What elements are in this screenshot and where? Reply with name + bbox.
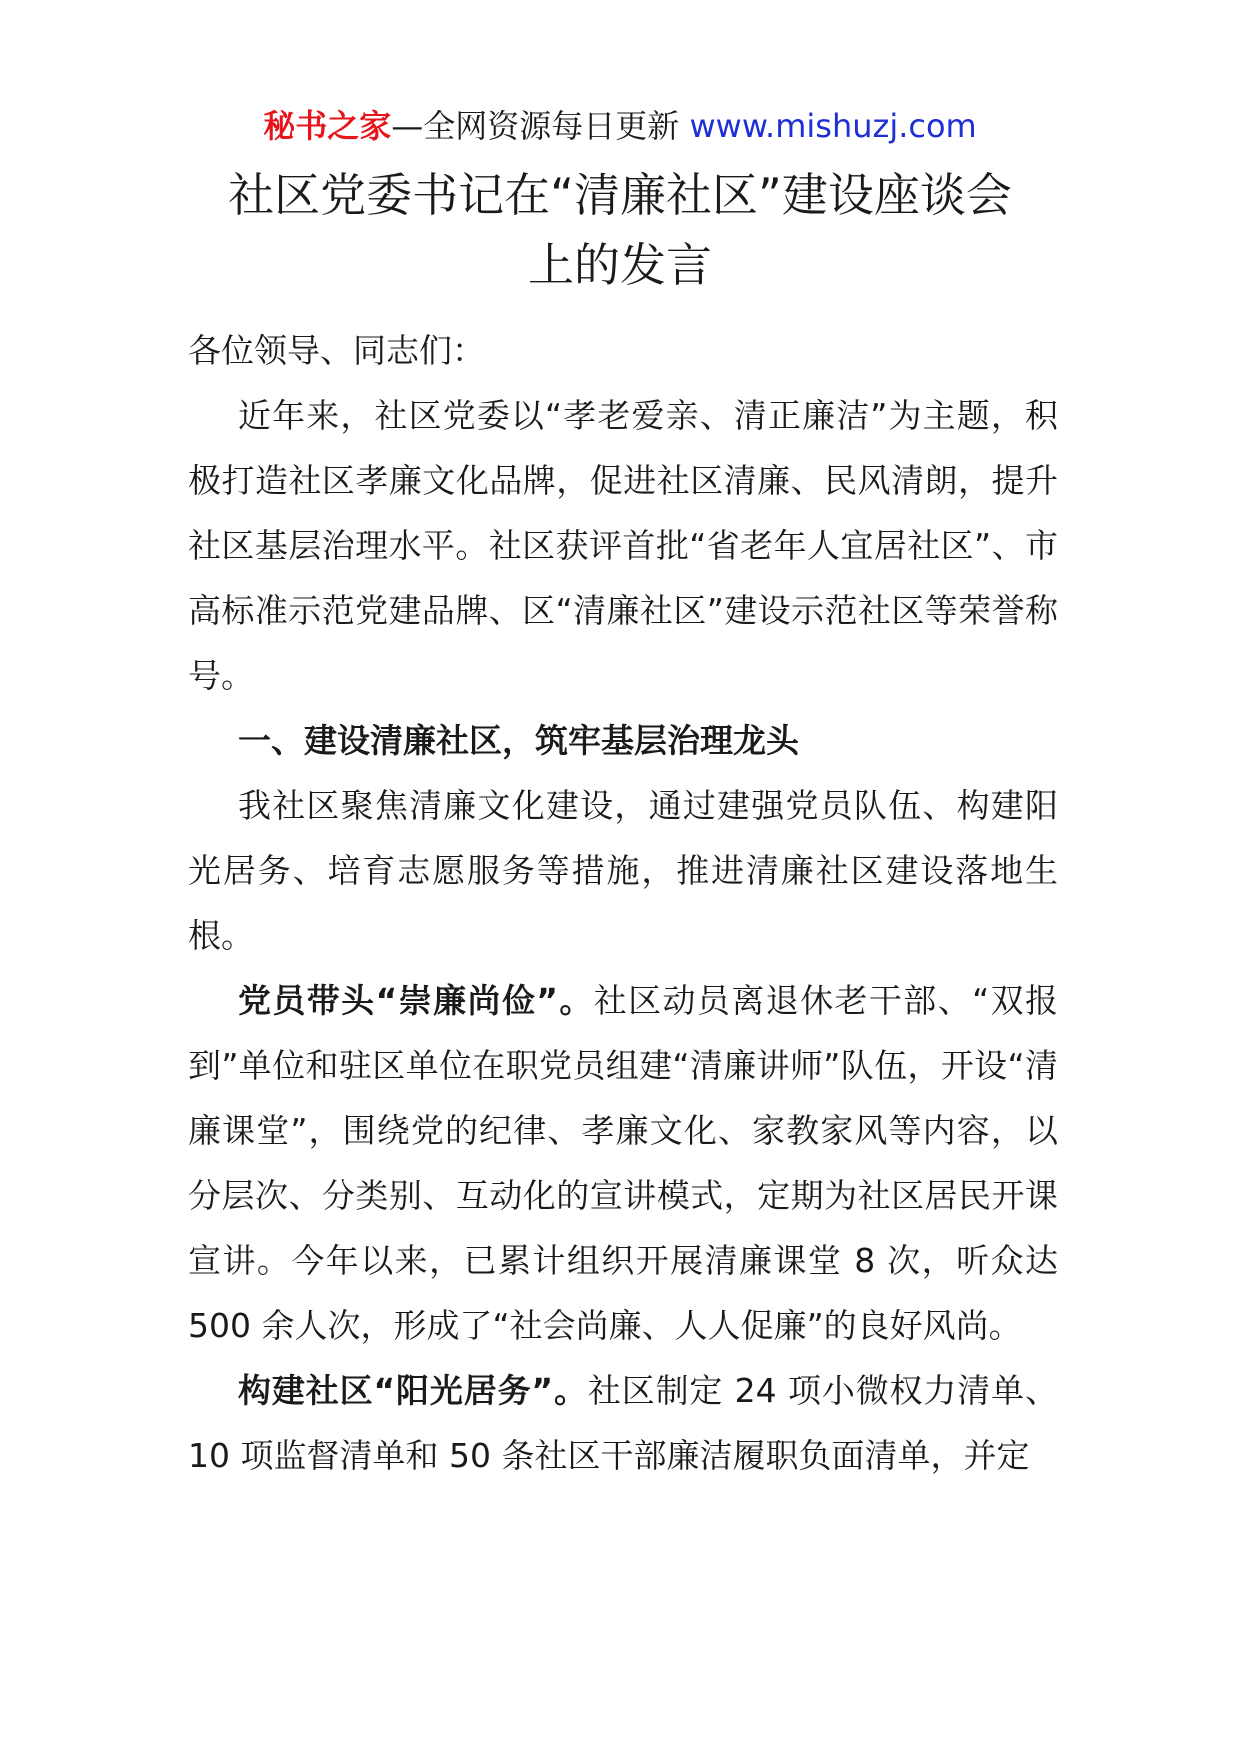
section-intro-paragraph: 我社区聚焦清廉文化建设，通过建强党员队伍、构建阳光居务、培育志愿服务等措施，推进清廉社区建设落地生根。 xyxy=(188,786,1058,955)
point-lead: 党员带头“崇廉尚俭”。 xyxy=(238,981,594,1020)
site-url-link[interactable]: www.mishuzj.com xyxy=(689,107,977,145)
document-body xyxy=(188,318,1058,1488)
site-header xyxy=(0,98,1240,154)
brand-name: 秘书之家 xyxy=(263,107,392,145)
greeting: 各位领导、同志们： xyxy=(188,331,485,370)
point-lead: 构建社区“阳光居务”。 xyxy=(238,1371,588,1410)
title-line-1: 社区党委书记在“清廉社区”建设座谈会 xyxy=(228,168,1012,222)
document-title xyxy=(150,160,1090,300)
point-text: 社区动员离退休老干部、“双报到”单位和驻区单位在职党员组建“清廉讲师”队伍，开设“清廉课堂”，围绕党的纪律、孝廉文化、家教家风等内容，以分层次、分类别、互动化的宣讲模式，定期为社区居民开课宣讲。今年以来，已累计组织开展清廉课堂 8 次，听众达 500 余人次，形成了“社会尚廉、人人促廉”的良好风尚。 xyxy=(188,981,1058,1345)
intro-paragraph: 近年来，社区党委以“孝老爱亲、清正廉洁”为主题，积极打造社区孝廉文化品牌，促进社区清廉、民风清朗，提升社区基层治理水平。社区获评首批“省老年人宜居社区”、市高标准示范党建品牌、区“清廉社区”建设示范社区等荣誉称号。 xyxy=(188,396,1058,695)
section-heading: 一、建设清廉社区，筑牢基层治理龙头 xyxy=(238,721,799,760)
header-tagline: —全网资源每日更新 xyxy=(391,107,690,145)
point-paragraph xyxy=(188,968,1058,1358)
title-line-2: 上的发言 xyxy=(528,238,712,292)
point-text: 社区制定 24 项小微权力清单、10 项监督清单和 50 条社区干部廉洁履职负面清单，并定 xyxy=(188,1371,1058,1475)
point-paragraph xyxy=(188,1358,1058,1488)
